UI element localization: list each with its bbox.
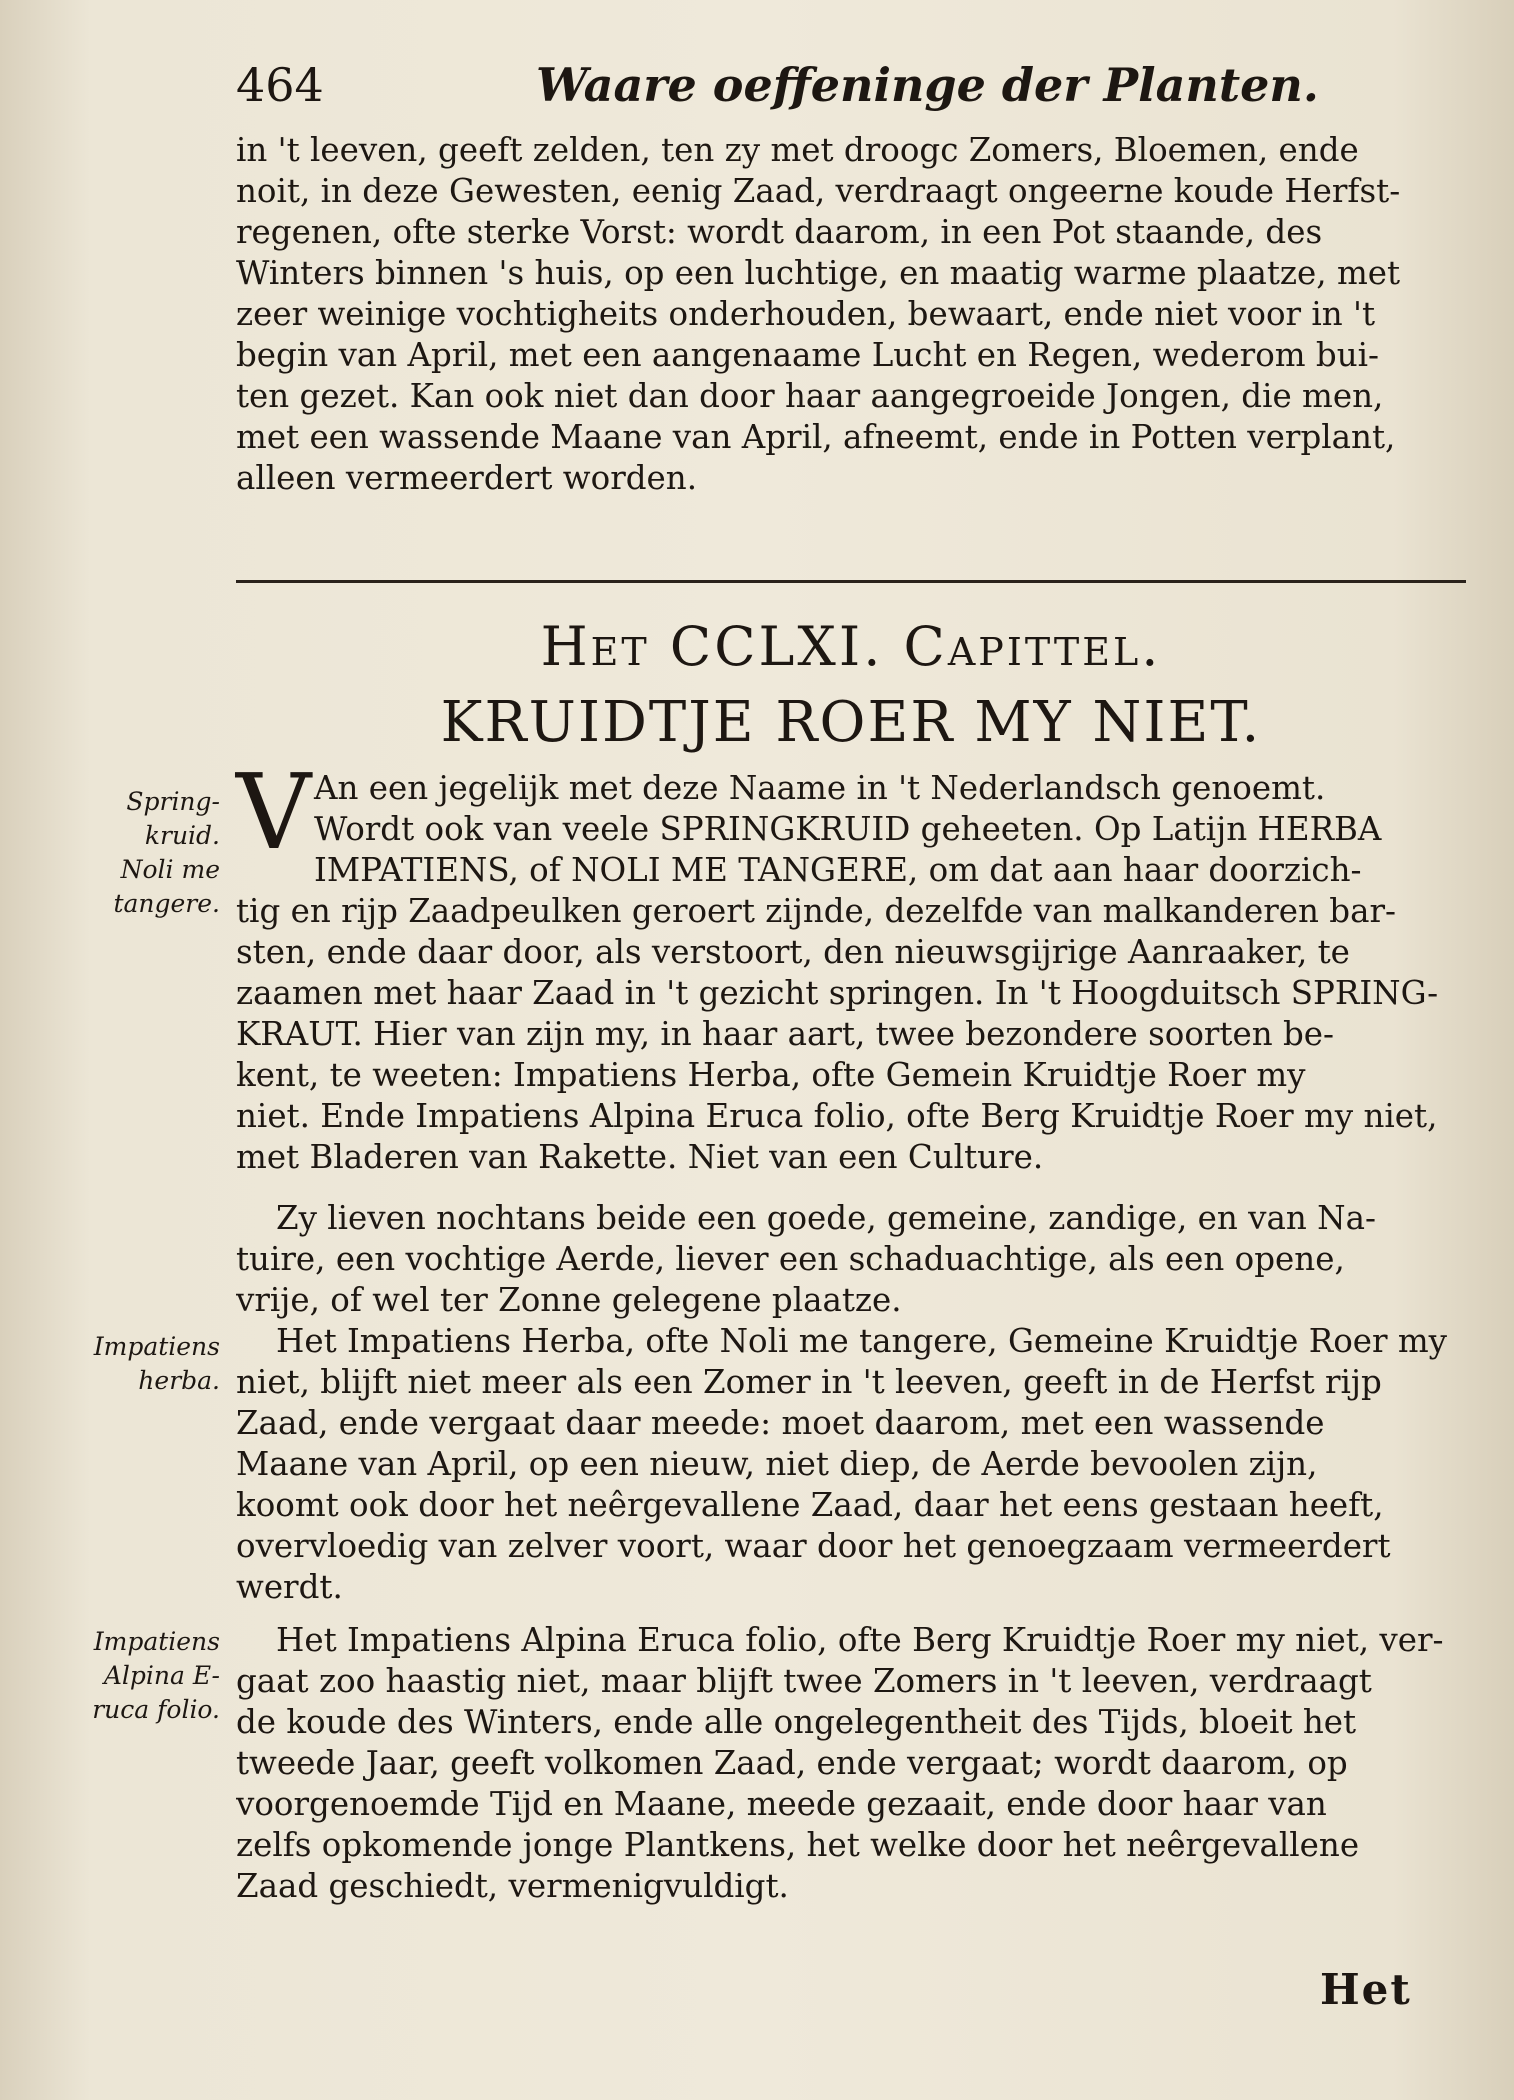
text-line: begin van April, met een aangenaame Lucht en Regen, wederom bui- [236, 336, 1380, 374]
margin-note-line: Impatiens [93, 1332, 220, 1361]
text-line: sten, ende daar door, als verstoort, den nieuwsgijrige Aanraaker, te [236, 933, 1350, 971]
chapter-title: KRUIDTJE ROER MY NIET. [440, 690, 1262, 755]
text-line: tweede Jaar, geeft volkomen Zaad, ende vergaat; wordt daarom, op [236, 1744, 1348, 1782]
text-line: Zy lieven nochtans beide een goede, gemeine, zandige, en van Na- [276, 1199, 1376, 1237]
margin-note-line: Spring- [126, 787, 220, 816]
section-3 [236, 1321, 1466, 1608]
section-2 [236, 1198, 1466, 1321]
text-line: KRAUT. Hier van zijn my, in haar aart, twee bezondere soorten be- [236, 1015, 1335, 1053]
text-line: ten gezet. Kan ook niet dan door haar aangegroeide Jongen, die men, [236, 377, 1384, 415]
text-line: niet. Ende Impatiens Alpina Eruca folio, ofte Berg Kruidtje Roer my niet, [236, 1097, 1438, 1135]
catchword: Het [1320, 1965, 1412, 2014]
text-line: regenen, ofte sterke Vorst: wordt daarom, in een Pot staande, des [236, 213, 1323, 251]
text-line: de koude des Winters, ende alle ongelegentheit des Tijds, bloeit het [236, 1703, 1357, 1741]
text-line: voorgenoemde Tijd en Maane, meede gezaait, ende door haar van [236, 1785, 1327, 1823]
text-line: kent, te weeten: Impatiens Herba, ofte Gemein Kruidtje Roer my [236, 1056, 1306, 1094]
horizontal-rule [236, 580, 1466, 583]
text-line: zaamen met haar Zaad in 't gezicht springen. In 't Hoogduitsch SPRING- [236, 974, 1439, 1012]
text-line: Zaad, ende vergaat daar meede: moet daarom, met een wassende [236, 1404, 1325, 1442]
margin-note-line: tangere. [113, 889, 220, 918]
text-line: overvloedig van zelver voort, waar door het genoegzaam vermeerdert [236, 1527, 1391, 1565]
text-line: Wordt ook van veele SPRINGKRUID geheeten. Op Latijn HERBA [314, 810, 1382, 848]
text-line: tuire, een vochtige Aerde, liever een schaduachtige, als een opene, [236, 1240, 1345, 1278]
text-line: Winters binnen 's huis, op een luchtige, en maatig warme plaatze, met [236, 254, 1401, 292]
text-line: IMPATIENS, of NOLI ME TANGERE, om dat aan haar doorzich- [314, 851, 1362, 889]
text-line: alleen vermeerdert worden. [236, 459, 698, 497]
section-4 [236, 1620, 1466, 1907]
margin-note-line: Impatiens [93, 1627, 220, 1656]
text-line: Zaad geschiedt, vermenigvuldigt. [236, 1867, 789, 1905]
margin-note-line: Alpina E- [103, 1661, 220, 1690]
text-line: in 't leeven, geeft zelden, ten zy met droogc Zomers, Bloemen, ende [236, 131, 1359, 169]
text-line: niet, blijft niet meer als een Zomer in 't leeven, geeft in de Herfst rijp [236, 1363, 1382, 1401]
text-line: An een jegelijk met deze Naame in 't Nederlandsch genoemt. [314, 769, 1326, 807]
text-line: vrije, of wel ter Zonne gelegene plaatze. [236, 1281, 902, 1319]
margin-note-impatiens-herba [80, 1330, 220, 1398]
margin-note-line: Noli me [120, 855, 220, 884]
margin-note-line: kruid. [144, 821, 220, 850]
margin-note-line: herba. [138, 1366, 220, 1395]
text-line: tig en rijp Zaadpeulken geroert zijnde, dezelfde van malkanderen bar- [236, 892, 1396, 930]
margin-note-line: ruca folio. [92, 1695, 220, 1724]
text-line: zelfs opkomende jonge Plantkens, het welke door het neêrgevallene [236, 1826, 1360, 1864]
text-line: Maane van April, op een nieuw, niet diep, de Aerde bevoolen zijn, [236, 1445, 1318, 1483]
text-line: gaat zoo haastig niet, maar blijft twee Zomers in 't leeven, verdraagt [236, 1662, 1372, 1700]
margin-note-springkruid [80, 785, 220, 921]
text-line: met een wassende Maane van April, afneemt, ende in Potten verplant, [236, 418, 1396, 456]
text-line: noit, in deze Gewesten, eenig Zaad, verdraagt ongeerne koude Herfst- [236, 172, 1401, 210]
top-paragraph [236, 130, 1466, 499]
text-line: Het Impatiens Alpina Eruca folio, ofte Berg Kruidtje Roer my niet, ver- [276, 1621, 1444, 1659]
margin-note-impatiens-alpina [80, 1625, 220, 1727]
page-number: 464 [236, 58, 324, 112]
text-line: koomt ook door het neêrgevallene Zaad, daar het eens gestaan heeft, [236, 1486, 1384, 1524]
text-line: Het Impatiens Herba, ofte Noli me tangere, Gemeine Kruidtje Roer my [276, 1322, 1448, 1360]
page-header [236, 58, 1466, 128]
text-line: zeer weinige vochtigheits onderhouden, bewaart, ende niet voor in 't [236, 295, 1376, 333]
text-line: met Bladeren van Rakette. Niet van een Culture. [236, 1138, 1044, 1176]
text-line: werdt. [236, 1568, 343, 1606]
chapter-heading: Het CCLXI. Capittel. [540, 615, 1162, 678]
running-title: Waare oeffeninge der Planten. [536, 58, 1319, 112]
drop-cap: V [236, 751, 312, 873]
section-1 [236, 768, 1466, 1178]
